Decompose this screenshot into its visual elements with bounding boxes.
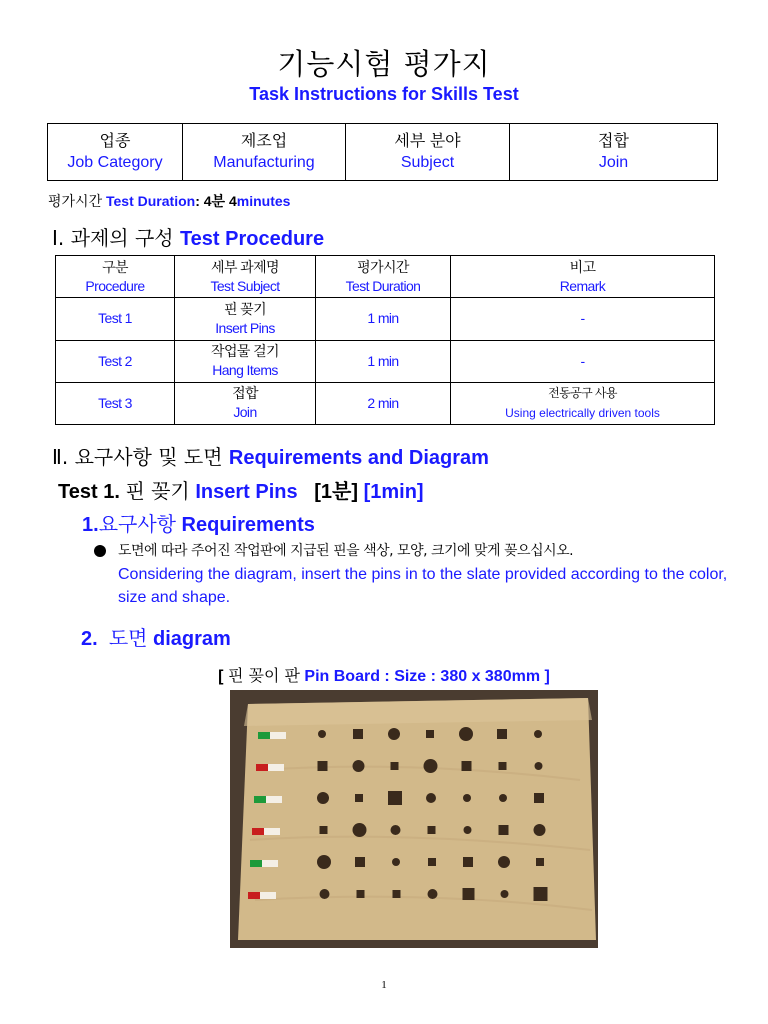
section-1-heading <box>52 222 324 251</box>
pin-hole <box>388 728 400 740</box>
pin-hole <box>428 858 436 866</box>
test-1-time-kr: [1분] <box>314 481 359 503</box>
color-marker <box>256 764 268 771</box>
requirements-title-kr: 요구사항 <box>98 512 176 536</box>
pin-hole <box>534 730 542 738</box>
page-number: 1 <box>381 979 387 991</box>
document-title-english: Task Instructions for Skills Test <box>249 84 519 104</box>
pin-board-photo <box>230 690 598 948</box>
header-subject-en: Test Subject <box>210 277 280 294</box>
test-duration-line <box>48 191 290 211</box>
pin-hole <box>535 762 543 770</box>
job-info-table <box>47 123 718 181</box>
pin-hole <box>353 760 365 772</box>
pin-hole <box>536 858 544 866</box>
pin-hole <box>318 761 328 771</box>
row-3-test: Test 3 <box>56 382 175 424</box>
header-remark <box>451 256 715 298</box>
row-3-remark-en: Using electrically driven tools <box>505 406 660 421</box>
diagram-number: 2. <box>81 628 98 650</box>
subject-cell <box>346 124 510 181</box>
row-1-subject <box>175 298 316 340</box>
section-1-number: Ⅰ. <box>52 226 65 250</box>
section-2-number: Ⅱ. <box>52 445 69 469</box>
pin-hole <box>462 761 472 771</box>
header-remark-kr: 비고 <box>569 258 596 275</box>
subject-en: Subject <box>400 154 455 171</box>
join-cell <box>510 124 718 181</box>
header-subject <box>175 256 316 298</box>
requirements-heading <box>82 508 315 537</box>
bullet-icon <box>94 545 106 557</box>
manufacturing-en: Manufacturing <box>213 154 315 171</box>
job-category-kr: 업종 <box>99 133 131 150</box>
pin-hole <box>499 762 507 770</box>
header-duration-kr: 평가시간 <box>357 258 409 275</box>
row-3-remark-kr: 전동공구 사용 <box>548 386 617 401</box>
duration-label-kr: 평가시간 <box>48 194 103 210</box>
pin-hole <box>499 794 507 802</box>
caption-open-bracket: [ <box>218 668 224 685</box>
header-duration <box>316 256 451 298</box>
row-2-duration: 1 min <box>316 340 451 382</box>
section-1-title-kr: 과제의 구성 <box>70 226 174 250</box>
row-1-subject-en: Insert Pins <box>215 319 275 336</box>
pin-hole <box>459 727 473 741</box>
pin-hole <box>320 889 330 899</box>
pin-hole <box>353 823 367 837</box>
header-remark-en: Remark <box>559 277 606 294</box>
manufacturing-kr: 제조업 <box>240 133 288 150</box>
table-row <box>56 382 715 424</box>
white-marker <box>264 828 280 835</box>
join-kr: 접합 <box>598 133 629 150</box>
row-3-subject-en: Join <box>233 404 257 421</box>
table-header-row <box>56 256 715 298</box>
pin-hole <box>463 857 473 867</box>
diagram-title-kr: 도면 <box>108 626 148 650</box>
pin-hole <box>499 825 509 835</box>
pin-hole <box>534 824 546 836</box>
header-procedure <box>56 256 175 298</box>
row-2-subject <box>175 340 316 382</box>
color-marker <box>258 732 270 739</box>
color-marker <box>248 892 260 899</box>
pin-hole <box>428 889 438 899</box>
row-3-remark <box>451 382 715 424</box>
pin-hole <box>426 793 436 803</box>
pin-hole <box>391 825 401 835</box>
pin-hole <box>463 794 471 802</box>
pin-hole <box>426 730 434 738</box>
row-1-test: Test 1 <box>56 298 175 340</box>
table-row <box>56 340 715 382</box>
pin-hole <box>318 730 326 738</box>
header-duration-en: Test Duration <box>345 277 421 294</box>
pin-hole <box>392 858 400 866</box>
test-1-heading <box>58 475 424 504</box>
duration-label-en: Test Duration <box>106 193 196 209</box>
pin-hole <box>355 857 365 867</box>
job-category-en: Job Category <box>67 154 163 171</box>
pin-board-caption <box>0 663 768 686</box>
subject-kr: 세부 분야 <box>394 133 461 150</box>
pin-hole <box>357 890 365 898</box>
pin-hole <box>501 890 509 898</box>
join-en: Join <box>598 154 629 171</box>
row-2-remark: - <box>451 340 715 382</box>
document-title-korean: 기능시험 평가지 <box>277 47 491 81</box>
section-2-title-en: Requirements and Diagram <box>228 447 489 469</box>
caption-kr: 핀 꽂이 판 <box>227 666 300 685</box>
section-2-heading <box>52 441 489 470</box>
white-marker <box>260 892 276 899</box>
pin-hole <box>498 856 510 868</box>
row-1-remark: - <box>451 298 715 340</box>
white-marker <box>262 860 278 867</box>
header-procedure-en: Procedure <box>85 277 145 294</box>
table-row <box>56 298 715 340</box>
row-3-subject-kr: 접합 <box>232 385 258 402</box>
requirements-number: 1. <box>82 514 99 536</box>
pin-hole <box>391 762 399 770</box>
requirements-title-en: Requirements <box>181 514 315 536</box>
pin-hole <box>464 826 472 834</box>
diagram-heading <box>81 622 231 651</box>
header-subject-kr: 세부 과제명 <box>211 258 279 275</box>
test-1-time-en: [1min] <box>363 481 424 503</box>
test-1-title-kr: 핀 꽂기 <box>125 479 190 503</box>
row-2-subject-en: Hang Items <box>212 362 278 379</box>
section-2-title-kr: 요구사항 및 도면 <box>74 445 223 469</box>
pin-hole <box>497 729 507 739</box>
section-1-title-en: Test Procedure <box>179 228 325 250</box>
white-marker <box>270 732 286 739</box>
pin-hole <box>534 793 544 803</box>
diagram-title-en: diagram <box>153 628 231 650</box>
row-3-subject <box>175 382 316 424</box>
color-marker <box>252 828 264 835</box>
procedure-table <box>55 255 715 425</box>
test-1-title-en: Insert Pins <box>195 481 298 503</box>
requirement-text-en: Considering the diagram, insert the pins in to the slate provided according to the color, size and shape. <box>118 566 728 606</box>
row-1-subject-kr: 핀 꽂기 <box>223 300 267 317</box>
pin-hole <box>424 759 438 773</box>
pin-hole <box>320 826 328 834</box>
white-marker <box>266 796 282 803</box>
manufacturing-cell <box>183 124 346 181</box>
pin-hole <box>317 855 331 869</box>
row-2-test: Test 2 <box>56 340 175 382</box>
pin-hole <box>393 890 401 898</box>
color-marker <box>254 796 266 803</box>
white-marker <box>268 764 284 771</box>
row-3-duration: 2 min <box>316 382 451 424</box>
row-1-duration: 1 min <box>316 298 451 340</box>
pin-hole <box>534 887 548 901</box>
caption-en: Pin Board : Size : 380 x 380mm ] <box>304 668 550 685</box>
color-marker <box>250 860 262 867</box>
row-2-subject-kr: 작업물 걸기 <box>211 343 279 360</box>
pin-hole <box>388 791 402 805</box>
test-1-label: Test 1. <box>58 481 120 503</box>
header-procedure-kr: 구분 <box>102 258 128 275</box>
requirement-text-kr: 도면에 따라 주어진 작업판에 지급된 핀을 색상, 모양, 크기에 맞게 꽂으십시오. <box>118 543 574 559</box>
pin-hole <box>317 792 329 804</box>
pin-hole <box>428 826 436 834</box>
duration-unit: minutes <box>236 193 291 209</box>
pin-hole <box>355 794 363 802</box>
duration-value: : 4분 4 <box>195 193 237 209</box>
pin-hole <box>463 888 475 900</box>
job-category-cell <box>48 124 183 181</box>
pin-hole <box>353 729 363 739</box>
